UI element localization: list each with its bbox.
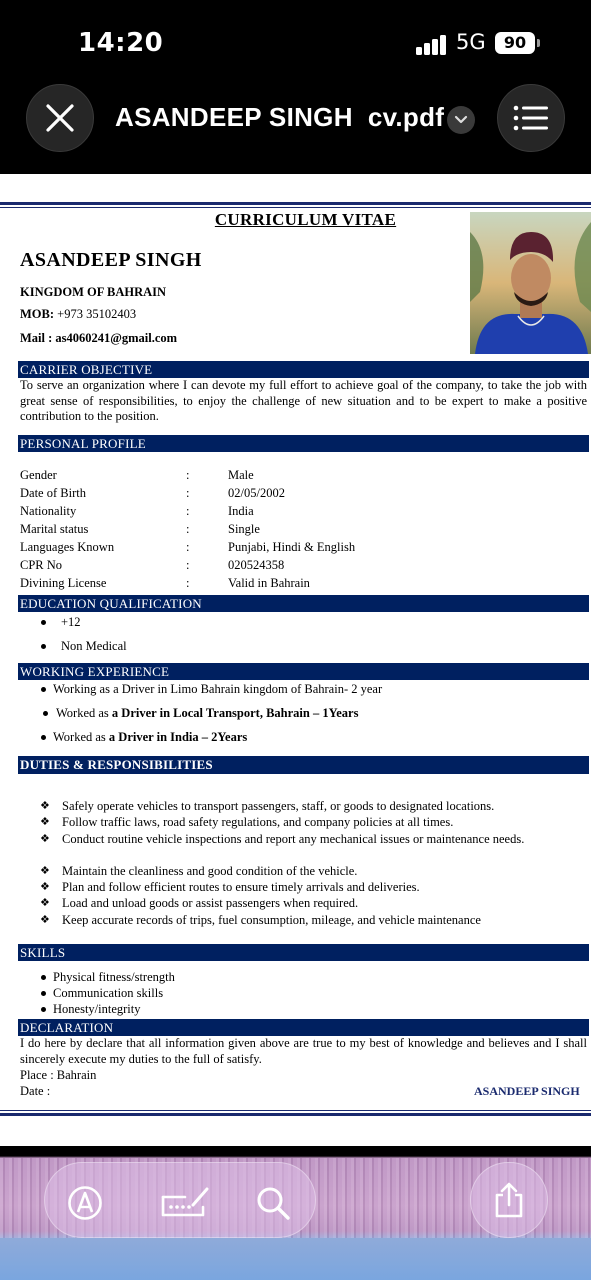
top-rule: [0, 202, 591, 205]
close-icon: [45, 103, 75, 133]
title-menu-button[interactable]: [447, 106, 475, 134]
top-rule-thin: [0, 207, 591, 208]
share-button[interactable]: [470, 1162, 548, 1238]
section-experience: WORKING EXPERIENCE: [18, 663, 589, 680]
status-time: 14:20: [78, 28, 164, 58]
profile-row: Nationality : India: [20, 504, 254, 518]
battery-icon: 90: [495, 32, 535, 54]
candidate-location: KINGDOM OF BAHRAIN: [20, 285, 167, 299]
chevron-down-icon: [454, 115, 468, 125]
list-item: ❖ Safely operate vehicles to transport passengers, staff, or goods to designated locations.: [40, 799, 495, 813]
share-icon: [492, 1181, 526, 1219]
declaration-place: Place : Bahrain: [20, 1068, 97, 1082]
declaration-date: Date :: [20, 1084, 51, 1098]
section-personal-profile: PERSONAL PROFILE: [18, 435, 589, 452]
tool-pill: [44, 1162, 316, 1238]
email-address: Mail : as4060241@gmail.com: [20, 331, 178, 345]
list-item: ❖ Plan and follow efficient routes to ensure timely arrivals and deliveries.: [40, 880, 420, 894]
profile-row: Date of Birth : 02/05/2002: [20, 486, 285, 500]
profile-row: Languages Known : Punjabi, Hindi & English: [20, 540, 356, 554]
markup-pen-icon: [67, 1185, 103, 1221]
list-item: ❖ Keep accurate records of trips, fuel consumption, mileage, and vehicle maintenance: [40, 913, 481, 927]
signal-icon: [416, 35, 448, 55]
profile-row: Marital status : Single: [20, 522, 260, 536]
viewer-top-bar: [0, 84, 591, 174]
profile-photo: [470, 212, 591, 354]
profile-row: CPR No : 020524358: [20, 558, 285, 572]
profile-row: Divining License : Valid in Bahrain: [20, 576, 310, 590]
bottom-rule: [0, 1113, 591, 1116]
list-item: ❖ Maintain the cleanliness and good condition of the vehicle.: [40, 864, 358, 878]
list-item: ❖ Load and unload goods or assist passengers when required.: [40, 896, 359, 910]
bottom-toolbar: [0, 1146, 591, 1280]
pdf-page[interactable]: CURRICULUM VITAE ASANDEEP SINGH KINGDOM OF BAHRAIN MOB: +973 35102403 Mail : as4060241@gmail.com CARRIER OBJECTIVE To serve an organization where I can devote my full effort to achieve goal of the company, to take the job with great sense of responsibilities, to enjoy the challenge of new situation and to be expert to make a positive contribution to the position. PERSONAL PROFILE Gender : Male Date of Birth : 02/05/2002 Nationality : India Marital status : Single Languages Known : Punjabi, Hindi & English CPR No : 020524358 Divining License : Valid in Bahrain EDUCATION QUALIFICATION +12 Non Medical WORKING EXPERIENCE Working as a Driver in Limo Bahrain kingdom of Bahrain- 2 year Worked as a Driver in Local Transport, Bahrain – 1Years Worked as a Driver in India – 2Years DUTIES & RESPONSIBILITIES ❖ Safely operate vehicles to transport passengers, staff, or goods to designated locations. ❖ Follow traffic laws, road safety regulations, and company policies at all times. ❖ Conduct routine vehicle inspections and report any mechanical issues or maintenance needs. ❖ Maintain the cleanliness and good condition of the vehicle. ❖ Plan and follow efficient routes to ensure timely arrivals and deliveries. ❖ Load and unload goods or assist passengers when required. ❖ Keep accurate records of trips, fuel consumption, mileage, and vehicle maintenance SKILLS Physical fitness/strength Communication skills Honesty/integrity DECLARATION I do here by declare that all information given above are true to my best of knowledge and believes and I shall sincerely execute my duties to the full of satisfy. Place : Bahrain Date : ASANDEEP SINGH: [0, 174, 591, 1146]
declaration-text: I do here by declare that all information given above are true to my best of knowledge and believes and I shall sincerely execute my duties to the full of satisfy.: [20, 1036, 587, 1066]
form-fill-button[interactable]: [159, 1183, 211, 1223]
list-item: ❖ Conduct routine vehicle inspections and report any mechanical issues or maintenance needs.: [40, 832, 525, 846]
form-fill-icon: [159, 1185, 211, 1221]
list-icon: [513, 105, 549, 131]
signature-name: ASANDEEP SINGH: [474, 1084, 580, 1098]
cv-title: CURRICULUM VITAE: [214, 210, 397, 229]
markup-button[interactable]: [65, 1183, 105, 1223]
profile-row: Gender : Male: [20, 468, 254, 482]
document-title[interactable]: ASANDEEP SINGH cv.pdf: [115, 102, 445, 132]
section-education: EDUCATION QUALIFICATION: [18, 595, 589, 612]
close-button[interactable]: [26, 84, 94, 152]
section-declaration: DECLARATION: [18, 1019, 589, 1036]
search-button[interactable]: [253, 1183, 293, 1223]
bottom-rule-thin: [0, 1110, 591, 1111]
list-item: ❖ Follow traffic laws, road safety regulations, and company policies at all times.: [40, 815, 454, 829]
section-skills: SKILLS: [18, 944, 589, 961]
candidate-name: ASANDEEP SINGH: [20, 249, 202, 271]
search-icon: [255, 1185, 291, 1221]
status-bar: [0, 0, 591, 84]
objective-text: To serve an organization where I can devote my full effort to achieve goal of the company, to take the job with great sense of responsibilities, to enjoy the challenge of new situation and to be expert to make a positive contribution to the position.: [20, 378, 587, 423]
menu-button[interactable]: [497, 84, 565, 152]
section-objective: CARRIER OBJECTIVE: [18, 361, 589, 378]
section-duties: DUTIES & RESPONSIBILITIES: [18, 756, 589, 774]
network-type: 5G: [456, 30, 486, 54]
mobile-number: MOB: +973 35102403: [20, 307, 137, 321]
